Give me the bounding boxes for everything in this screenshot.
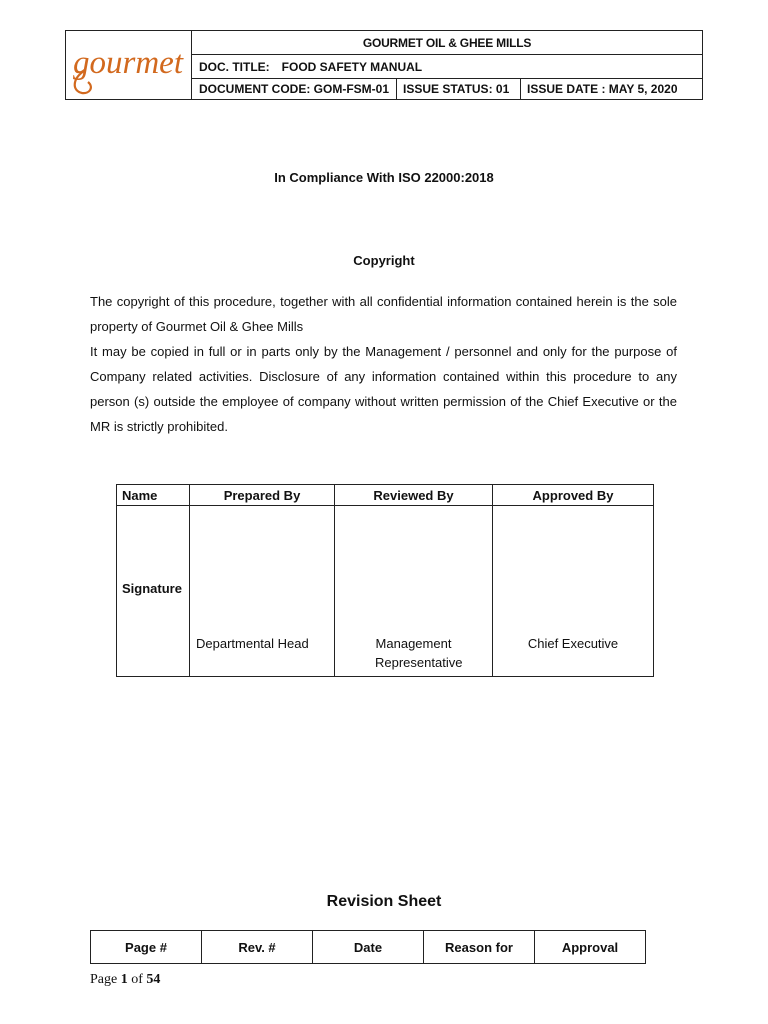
header-row-meta <box>192 79 702 99</box>
document-header <box>65 30 703 100</box>
header-prepared-by: Prepared By <box>190 485 335 506</box>
footer-page-number: 1 <box>120 972 128 987</box>
copyright-heading: Copyright <box>353 253 415 268</box>
document-code: DOCUMENT CODE: GOM-FSM-01 <box>192 79 397 99</box>
page-footer <box>90 972 160 988</box>
svg-text:gourmet: gourmet <box>73 45 183 81</box>
footer-of: of <box>131 972 143 987</box>
doc-title-label: DOC. TITLE: <box>199 59 270 74</box>
header-reviewed-by: Reviewed By <box>335 485 493 506</box>
copyright-paragraph-2: It may be copied in full or in parts only by the Management / personnel and only for the purpose of Company related activities. Disclosure of any information contained within this procedure to any person (s) outside the employee of company without written permission of the Chief Executive or the MR is strictly prohibited. <box>90 344 677 434</box>
role-departmental-head: Departmental Head <box>196 636 309 651</box>
revision-table <box>90 930 646 964</box>
company-name: GOURMET OIL & GHEE MILLS <box>362 35 532 50</box>
footer-total-pages: 54 <box>146 972 161 987</box>
rev-header-reason: Reason for <box>424 931 535 964</box>
rev-header-page: Page # <box>91 931 202 964</box>
header-name: Name <box>117 485 190 506</box>
gourmet-logo <box>70 35 188 95</box>
compliance-statement: In Compliance With ISO 22000:2018 <box>274 170 494 185</box>
header-approved-by: Approved By <box>493 485 654 506</box>
rev-header-rev: Rev. # <box>202 931 313 964</box>
approval-table <box>116 484 654 677</box>
approved-by-cell <box>493 506 654 677</box>
copyright-text <box>90 289 677 439</box>
signature-label: Signature <box>122 581 182 596</box>
rev-header-date: Date <box>313 931 424 964</box>
doc-title-value: FOOD SAFETY MANUAL <box>281 59 423 74</box>
footer-prefix: Page <box>90 972 118 987</box>
reviewed-by-cell <box>335 506 493 677</box>
header-row-company <box>192 31 702 55</box>
signature-label-cell <box>117 506 190 677</box>
prepared-by-cell <box>190 506 335 677</box>
signature-row <box>117 506 654 677</box>
header-row-title <box>192 55 702 79</box>
copyright-paragraph-1: The copyright of this procedure, together with all confidential information contained herein is the sole property of Gourmet Oil & Ghee Mills <box>90 294 677 334</box>
role-management-representative: Management Representative <box>375 636 463 670</box>
doc-title <box>199 55 702 78</box>
issue-status: ISSUE STATUS: 01 <box>397 79 521 99</box>
logo-cell <box>66 31 192 99</box>
rev-header-approval: Approval <box>535 931 646 964</box>
approval-header-row <box>117 485 654 506</box>
revision-header-row <box>91 931 646 964</box>
issue-date: ISSUE DATE : MAY 5, 2020 <box>527 82 678 96</box>
role-chief-executive: Chief Executive <box>527 636 619 651</box>
revision-sheet-heading: Revision Sheet <box>326 893 442 910</box>
